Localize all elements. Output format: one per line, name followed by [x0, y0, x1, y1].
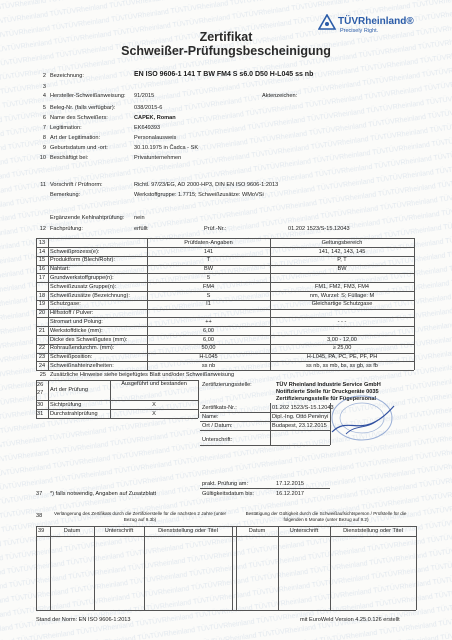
row-label: Schweißnahteinzelheiten: — [50, 362, 114, 369]
tests-header-art: Art der Prüfung — [50, 387, 88, 393]
row-label: Hilfsstoff / Pulver: — [50, 310, 94, 317]
field-value: 038/2015-6 — [134, 105, 163, 111]
field-value: EK649393 — [134, 125, 161, 131]
test-sicht-mark: X — [152, 401, 156, 408]
field-value: CAPEK, Roman — [134, 115, 176, 121]
footer-standard: Stand der Norm: EN ISO 9606-1:2013 — [36, 617, 131, 623]
field-value: Personalausweis — [134, 135, 177, 141]
triangle-icon — [318, 14, 336, 30]
row-geltungsbereich: FM1, FM2, FM3, FM4 — [314, 283, 370, 290]
row-number: 15 — [38, 257, 46, 264]
row-pruefdaten: FM4 — [202, 283, 215, 290]
row-number: 22 — [38, 345, 46, 352]
row-label: Schweißzusatz Gruppe(n): — [50, 283, 117, 290]
field-label: Art der Legitimation: — [50, 135, 101, 141]
row-number: 21 — [38, 327, 46, 334]
test-sichtpruefung: Sichtprüfung — [50, 401, 82, 408]
extension-right-text: Bestätigung der Gültigkeit durch die Schweißaufsichtsperson / Prüfstelle für die folgenden 6 Monate (unter Bezug auf 9.2) — [245, 511, 407, 522]
table-header-geltungsbereich: Geltungsbereich — [321, 239, 363, 246]
logo-name: TÜVRheinland® — [338, 16, 414, 27]
field-label: Beleg-Nr. (falls verfügbar): — [50, 105, 116, 111]
field-label: Vorschrift / Prüfnorm: — [50, 182, 103, 188]
col-dienst-right: Dienststellung oder Titel — [343, 528, 403, 534]
field-label: Geburtsdatum und -ort: — [50, 145, 108, 151]
field-label: Beschäftigt bei: — [50, 155, 89, 161]
col-datum-left: Datum — [63, 528, 81, 534]
row-geltungsbereich: ≥ 25,00 — [332, 345, 352, 352]
logo-slogan: Precisely Right. — [340, 28, 379, 34]
field-value: 91/2015 — [134, 93, 155, 99]
stelle-nr-label: Zertifikats-Nr.: — [202, 405, 237, 411]
tests-header-state: Ausgeführt und bestanden — [121, 381, 187, 387]
row-pruefdaten: BW — [203, 266, 213, 273]
row-pruefdaten: T — [206, 257, 211, 264]
stelle-line3: Zertifizierungsstelle für Fügepersonal — [276, 396, 377, 402]
field-label: Ergänzende Kehlnahtprüfung: — [50, 215, 125, 221]
row-label: Grundwerkstoffgruppe(n): — [50, 274, 114, 281]
note-row: 37 — [36, 491, 43, 497]
stelle-nr: 01.202 1523/S-15.12043 — [272, 405, 334, 411]
table-row-number: 13 — [38, 239, 46, 246]
field-value: Zusätzliche Hinweise siehe beigefügtes Blatt und/oder Schweißanweisung — [50, 372, 235, 378]
stelle-name-label: Name: — [202, 414, 219, 420]
table-header-pruefdaten: Prüfdaten-Angaben — [184, 239, 233, 246]
field-label: Hersteller-Schweißanweisung: — [50, 93, 126, 99]
col-dienst-left: Dienststellung oder Titel — [158, 528, 218, 534]
row-number: 14 — [38, 248, 46, 255]
certificate-page: TÜVRheinland® Precisely Right. Zertifikat Schweißer-Prüfungsbescheinigung 2 Bezeichnung: EN ISO 9606-1 141 T BW FM4 S s6.0 D50 H-L045 ss nb 3 4 Hersteller-Schweißanweisung: 91/2015 Aktenzeichen: 5 Beleg-Nr. (falls verfügbar): 038/2015-6 6 Name des Schweißers: CAPEK, Roman 7 Legitimation: EK649393 8 Art der Legitimation: Personalausweis 9 Geburtsdatum und -ort: 30.10.1975 in Čadca - SK 10 Beschäftigt bei: Privatunternehmen 11 Vorschrift / Prüfnorm: Richtl. 97/23/EG, AD 2000-HP3, DIN EN ISO 9606-1:2013 Bemerkung: Werkstoffgruppe: 1.7715; Schweißzusätze: WMoVSi Ergänzende Kehlnahtprüfung: nein 12 Fachprüfung: erfüllt Prüf.-Nr.: 01.202 1523/S-15.12043 13 Prüfdaten-Angaben Geltungsbereich 14 Schweißprozess(e): 141 141, 142, 143, 145 15 Produktform (Blech/Rohr): T P, T 16 Nahtart: BW BW 17 Grundwerkstoffgruppe(n): 5 Schweißzusatz Gruppe(n): FM4 FM1, FM2, FM3, FM4 18 Schweißzusätze (Bezeichnung): S nm, Wurzel: S; Füllage: M 19 Schutzgase: I1 Gleichartige Schutzgase 20 Hilfsstoff / Pulver: Stromart und Polung: ++ - - - 21 Werkstoffdicke (mm): 6,00 Dicke des Schweißgutes (mm): 6,00 3,00 - 12,00 22 Rohraußendurchm. (mm): 50,00 ≥ 25,00 23 Schweißposition: H-L045 H-L045, PA, PC, PE, PF, PH 24 Schweißnahteinzelheiten: ss nb ss nb, ss mb, bs, ss gb, ss fb 25 Zusätzliche Hinweise siehe beigefügtes Blatt und/oder Schweißanweisung 26 27 Art der Prüfung Ausgeführt und bestanden 30 Sichtprüfung X 31 Durchstrahlprüfung X Zertifizierungsstelle: TÜV Rheinland Industrie Service GmbH Notifizierte Stelle für Druckgeräte 0035 Zertifizierungsstelle für Fügepersonal Zertifikats-Nr.: 01.202 1523/S-15.12043 Name: Dipl.-Ing. Ottó Penényi Ort / Datum: Budapest, 23.12.2015 Unterschrift: prakt. Prüfung am: 17.12.2015 Gültigkeitsdatum bis: 16.12.2017 37 *) falls notwendig, Angaben auf Zusatzblatt 38 Verlängerung des Zertifikats durch die Zertifizierstelle für die nächsten 2 Jahre (unter Bezug auf 9.3b) Bestätigung der Gültigkeit durch die Schweißaufsichtsperson / Prüfstelle für die folgenden 6 Monate (unter Bezug auf 9.2) 39 Datum Unterschrift Dienststellung oder Titel Datum Unterschrift Dienststellung oder Titel Stand der Norm: EN ISO 9606-1:2013 mit EuroWeld Version 4.25.0.126 erstellt — [0, 0, 452, 640]
row-geltungsbereich: BW — [337, 266, 347, 273]
row-geltungsbereich: 141, 142, 143, 145 — [318, 248, 366, 255]
field-label: Bezeichnung: — [50, 73, 84, 79]
field-value: Richtl. 97/23/EG, AD 2000-HP3, DIN EN ISO 9606-1:2013 — [134, 182, 279, 188]
row-label: Schweißposition: — [50, 354, 93, 361]
row-number: 24 — [38, 362, 46, 369]
pruef-date: 17.12.2015 — [276, 481, 304, 487]
row-pruefdaten: S — [206, 292, 211, 299]
row-geltungsbereich: nm, Wurzel: S; Füllage: M — [309, 292, 375, 299]
row-pruefdaten: 6,00 — [203, 336, 214, 343]
field-label: Legitimation: — [50, 125, 82, 131]
field-label: Fachprüfung: — [50, 226, 83, 232]
gueltig-label: Gültigkeitsdatum bis: — [202, 491, 254, 497]
row-geltungsbereich: - - - — [337, 318, 347, 325]
row-number: 20 — [38, 310, 46, 317]
row-label: Rohraußendurchm. (mm): — [50, 345, 115, 352]
pruef-label: prakt. Prüfung am: — [202, 481, 249, 487]
field-value: Privatunternehmen — [134, 155, 182, 161]
row-label: Dicke des Schweißgutes (mm): — [50, 336, 128, 343]
row-pruefdaten: ss nb — [201, 362, 216, 369]
stelle-line2: Notifizierte Stelle für Druckgeräte 0035 — [276, 389, 379, 395]
row-number: 23 — [38, 354, 46, 361]
stelle-label: Zertifizierungsstelle: — [202, 382, 252, 388]
stelle-ort-label: Ort / Datum: — [202, 423, 233, 429]
col-datum-right: Datum — [248, 528, 266, 534]
document-title: Zertifikat — [199, 30, 253, 44]
official-stamp-icon — [322, 384, 402, 448]
footer-software: mit EuroWeld Version 4.25.0.126 erstellt — [300, 617, 400, 623]
field-value: 01.202 1523/S-15.12043 — [288, 226, 350, 232]
row-label: Werkstoffdicke (mm): — [50, 327, 103, 334]
row-pruefdaten: 5 — [206, 274, 211, 281]
row-pruefdaten: 141 — [203, 248, 214, 255]
test-durchstrahlpruefung: Durchstrahlprüfung — [50, 410, 98, 417]
col-unterschrift-left: Unterschrift — [104, 528, 134, 534]
row-geltungsbereich: P, T — [337, 257, 347, 264]
row-label: Nahtart: — [50, 266, 70, 273]
row-geltungsbereich: H-L045, PA, PC, PE, PF, PH — [306, 354, 378, 361]
row-geltungsbereich: 3,00 - 12,00 — [327, 336, 357, 343]
stelle-name: Dipl.-Ing. Ottó Penényi — [272, 414, 329, 420]
extension-left-text: Verlängerung des Zertifikats durch die Zertifizierstelle für die nächsten 2 Jahre (unter Bezug auf 9.3b) — [53, 511, 227, 522]
row-pruefdaten: ++ — [205, 318, 212, 325]
row-pruefdaten: I1 — [206, 301, 211, 308]
field-label: Aktenzeichen: — [262, 93, 298, 99]
document-subtitle: Schweißer-Prüfungsbescheinigung — [121, 44, 331, 58]
col-unterschrift-right: Unterschrift — [289, 528, 319, 534]
row-number: 19 — [38, 301, 46, 308]
note-text: *) falls notwendig, Angaben auf Zusatzblatt — [50, 491, 157, 497]
field-label: Bemerkung: — [50, 192, 81, 198]
stelle-signature-label: Unterschrift: — [202, 437, 233, 443]
row-label: Schutzgase: — [50, 301, 81, 308]
stelle-ort: Budapest, 23.12.2015 — [272, 423, 327, 429]
field-value: EN ISO 9606-1 141 T BW FM4 S s6.0 D50 H-L045 ss nb — [134, 71, 314, 78]
row-label: Produktform (Blech/Rohr): — [50, 257, 115, 264]
row-pruefdaten: 6,00 — [203, 327, 214, 334]
row-geltungsbereich: Gleichartige Schutzgase — [311, 301, 373, 308]
stelle-line1: TÜV Rheinland Industrie Service GmbH — [276, 382, 381, 388]
row-number: 16 — [38, 266, 46, 273]
field-value: Werkstoffgruppe: 1.7715; Schweißzusätze: WMoVSi — [134, 192, 264, 198]
field-value: nein — [134, 215, 145, 221]
field-value: 30.10.1975 in Čadca - SK — [134, 145, 199, 151]
test-durch-mark: X — [152, 410, 156, 417]
row-label: Schweißprozess(e): — [50, 248, 100, 255]
row-number: 18 — [38, 292, 46, 299]
row-pruefdaten: 50,00 — [201, 345, 216, 352]
row-geltungsbereich: ss nb, ss mb, bs, ss gb, ss fb — [306, 362, 378, 369]
row-pruefdaten: H-L045 — [199, 354, 218, 361]
field-value: erfüllt — [134, 226, 148, 232]
field-label: Name des Schweißers: — [50, 115, 108, 121]
gueltig-date: 16.12.2017 — [276, 491, 304, 497]
row-label: Schweißzusätze (Bezeichnung): — [50, 292, 130, 299]
row-label: Stromart und Polung: — [50, 318, 103, 325]
row-number: 17 — [38, 274, 46, 281]
field-label: Prüf.-Nr.: — [204, 226, 227, 232]
